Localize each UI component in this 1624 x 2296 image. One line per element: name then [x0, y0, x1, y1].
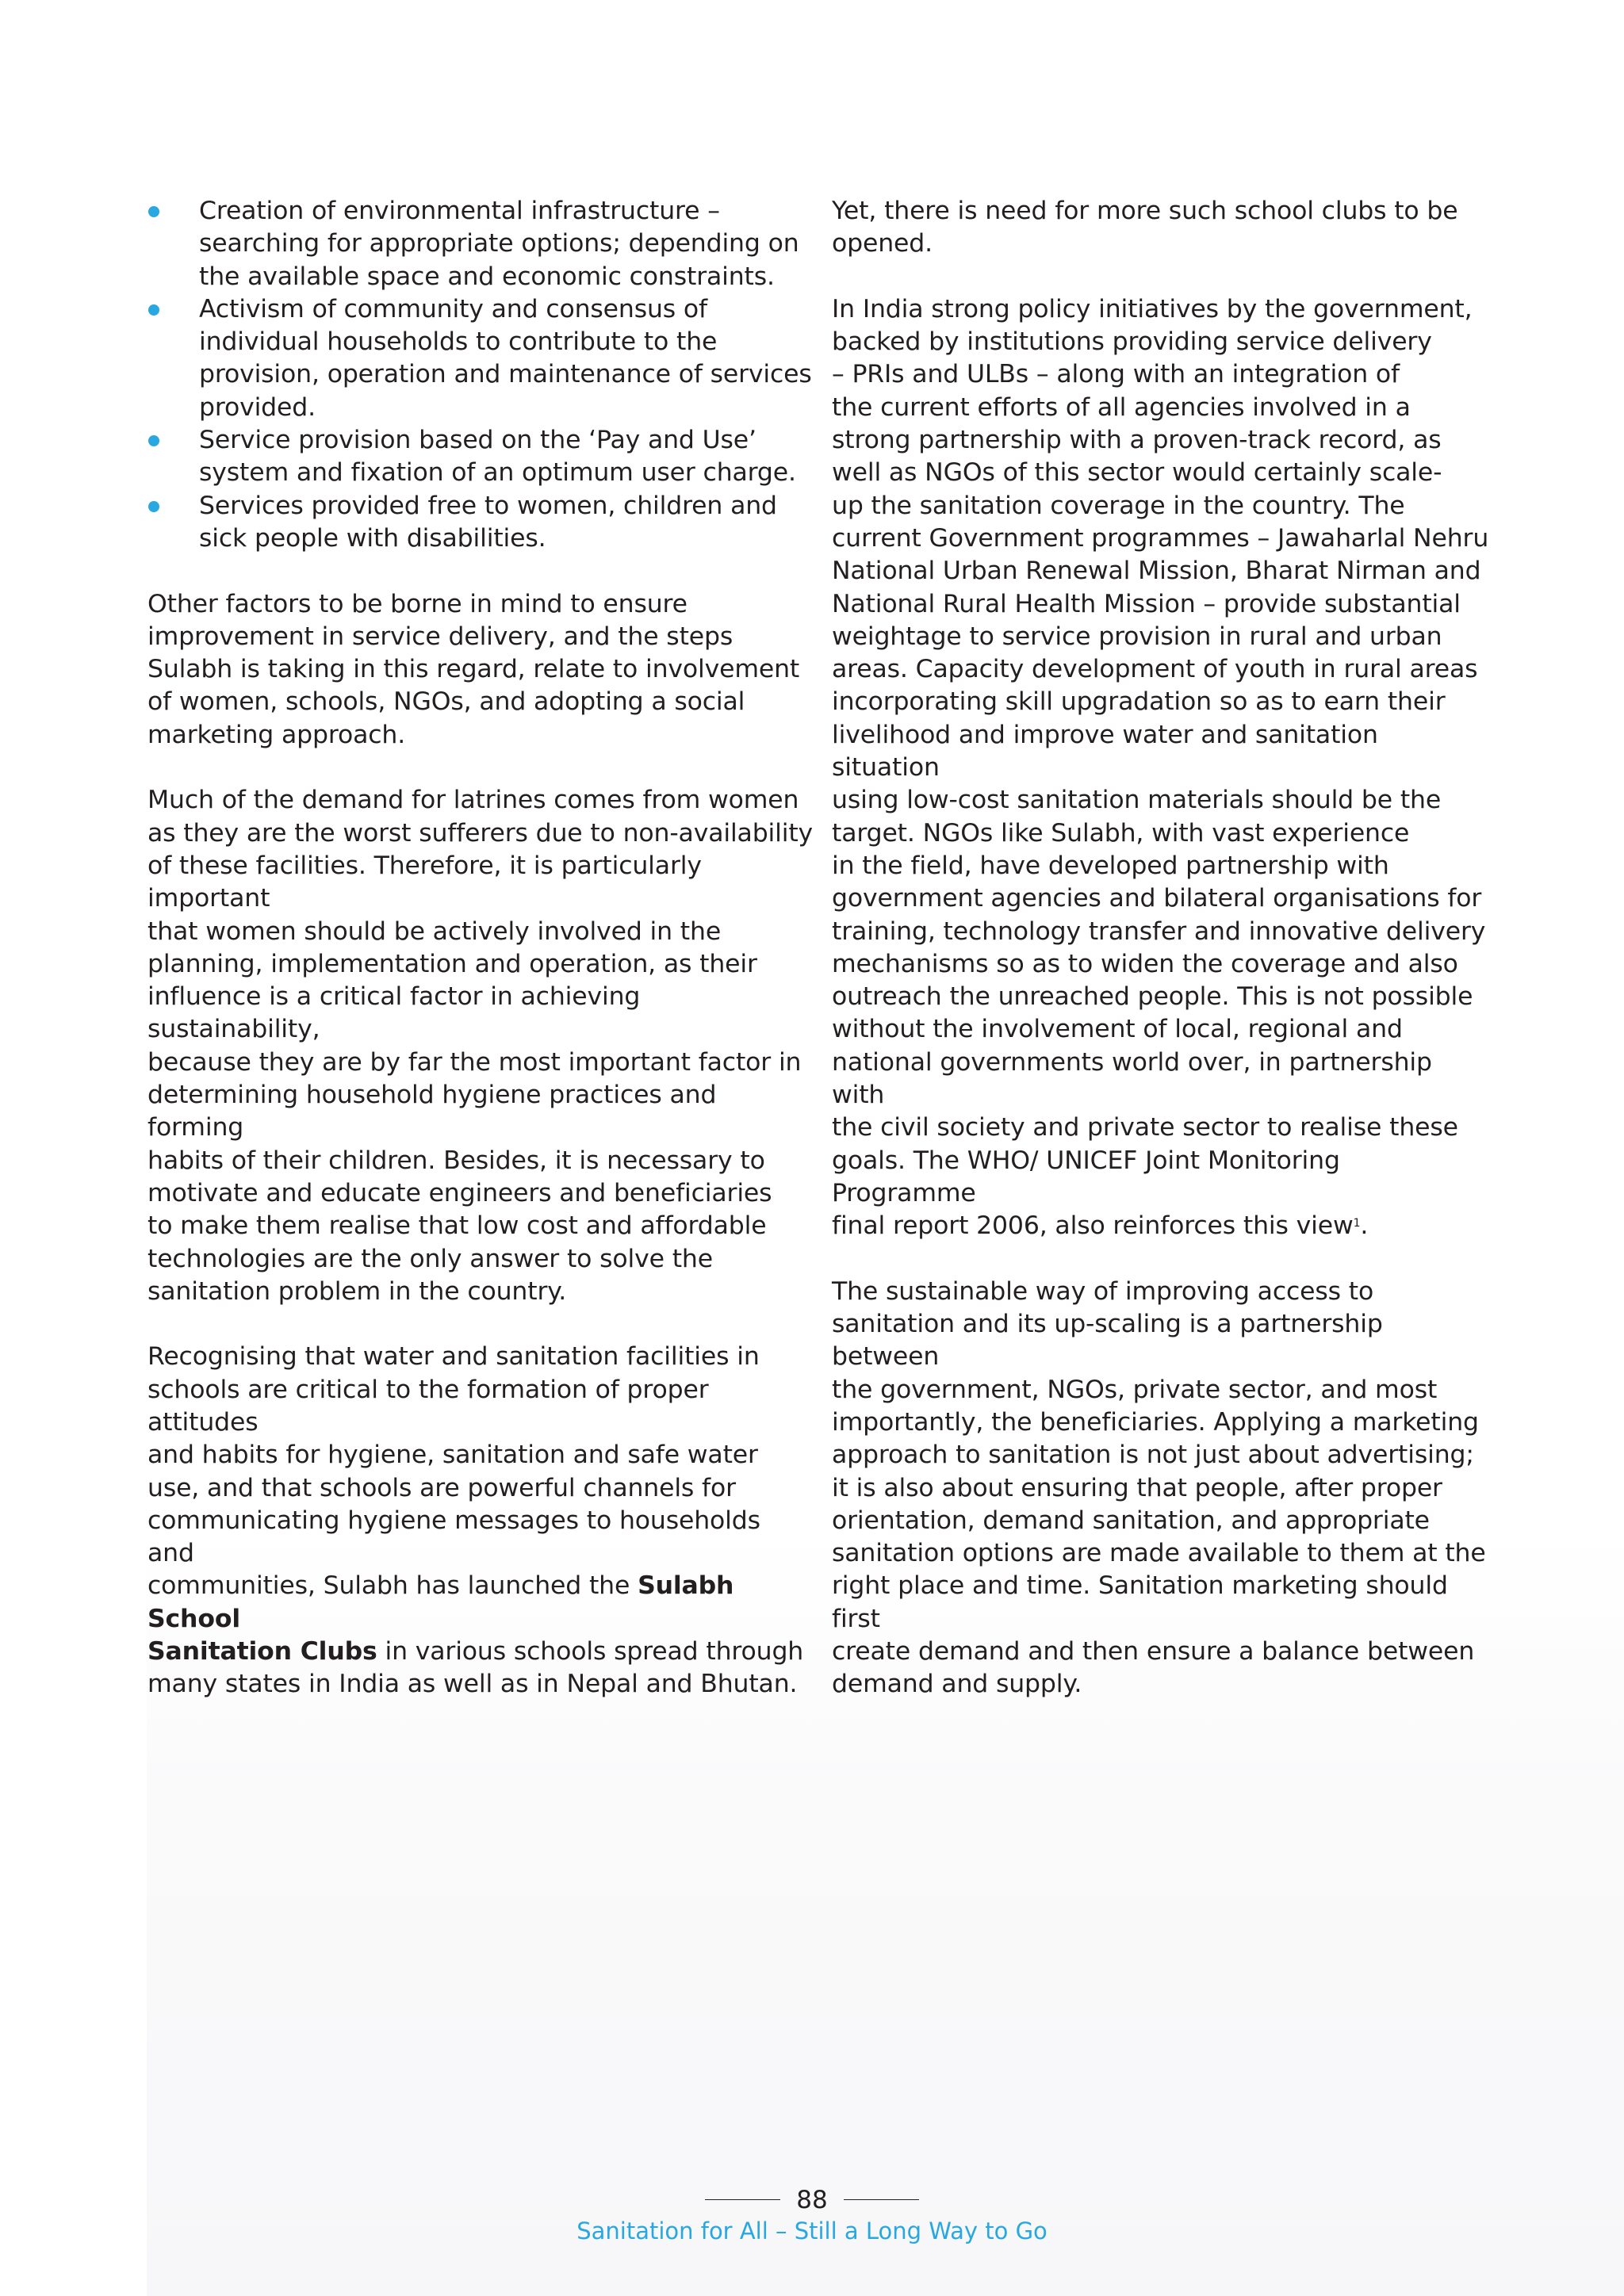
- paragraph-sustainable-way: The sustainable way of improving access to sanitation and its up-scaling is a partnership between the government, NGOs, private sector, and most importantly, the beneficiaries. Applying a marketing approach to sanitation is not just about advertising; it is also about ensuring that people, after proper orientation, demand sanitation, and appropriate sanitation options are made available to them at the right place and time. Sanitation marketing should first create demand and then ensure a balance between demand and supply.: [832, 1276, 1486, 1699]
- bullet-dot-icon: [148, 304, 159, 316]
- bullet-dot-icon: [148, 206, 159, 217]
- paragraph-text: In India strong policy initiatives by the government, backed by institutions providing service delivery – PRIs and ULBs – along with an integration of the current efforts of all agencies involved in a strong partnership with a proven-track record, as well as NGOs of this sector would certainly scale- up the sanitation coverage in the country. The current Government programmes – Jawaharlal Nehru National Urban Renewal Mission, Bharat Nirman and National Rural Health Mission – provide substantial weightage to service provision in rural and urban areas. Capacity development of youth in rural areas incorporating skill upgradation so as to earn their livelihood and improve water and sanitation situation using low-cost sanitation materials should be the target. NGOs like Sulabh, with vast experience in the field, have developed partnership with government agencies and bilateral organisations for training, technology transfer and innovative delivery mechanisms so as to widen the coverage and also outreach the unreached people. This is not possible without the involvement of local, regional and national governments world over, in partnership with the civil society and private sector to realise these goals. The WHO/ UNICEF Joint Monitoring Programme final report 2006, also reinforces this view: [832, 294, 1489, 1241]
- footer-title: Sanitation for All – Still a Long Way to Go: [576, 2218, 1048, 2244]
- paragraph-other-factors: Other factors to be borne in mind to ensure improvement in service delivery, and the steps Sulabh is taking in this regard, relate to involvement of women, schools, NGOs, and adopting a social marketing approach.: [147, 589, 800, 749]
- paragraph-end: .: [1360, 1211, 1369, 1241]
- paragraph-more-clubs: Yet, there is need for more such school clubs to be opened.: [832, 197, 1458, 258]
- page-footer: [0, 2183, 1624, 2244]
- bullet-item: [147, 490, 814, 556]
- footnote-marker[interactable]: 1: [1353, 1217, 1361, 1230]
- bold-clubs-name: Sulabh School Sanitation Clubs: [147, 1571, 734, 1667]
- bullet-item: [147, 293, 814, 424]
- bullet-item: [147, 195, 814, 293]
- bullet-item: [147, 424, 814, 490]
- paragraph-text: in various schools spread through many states in India as well as in Nepal and Bhutan.: [147, 1637, 804, 1699]
- bullet-dot-icon: [148, 435, 159, 446]
- paragraph-school-clubs: [147, 1341, 814, 1701]
- page-number-row: [0, 2183, 1624, 2216]
- paragraph-text: Recognising that water and sanitation facilities in schools are critical to the formation of proper attitudes and habits for hygiene, sanitation and safe water use, and that schools are powerful channels for communicating hygiene messages to households and communities, Sulabh has launched the: [147, 1342, 760, 1601]
- bullet-dot-icon: [148, 501, 159, 512]
- bullet-text: Activism of community and consensus of individual households to contribute to the provision, operation and maintenance of services provided.: [199, 294, 812, 422]
- footer-rule-right: [844, 2199, 919, 2200]
- bullet-text: Services provided free to women, children and sick people with disabilities.: [199, 491, 777, 553]
- page-number: 88: [796, 2185, 828, 2214]
- right-column: [832, 195, 1490, 1734]
- bullet-list: [147, 195, 814, 555]
- paragraph-women-demand: Much of the demand for latrines comes from women as they are the worst sufferers due to non-availability of these facilities. Therefore, it is particularly important that women should be actively involved in the planning, implementation and operation, as their influence is a critical factor in achieving sustainability, because they are by far the most important factor in determining household hygiene practices and forming habits of their children. Besides, it is necessary to motivate and educate engineers and beneficiaries to make them realise that low cost and affordable technologies are the only answer to solve the sanitation problem in the country.: [147, 786, 814, 1306]
- paragraph-policy-initiatives: [832, 293, 1490, 1243]
- bullet-text: Creation of environmental infrastructure – searching for appropriate options; depending on the available space and economic constraints.: [199, 197, 799, 291]
- bullet-text: Service provision based on the ‘Pay and Use’ system and fixation of an optimum user charge.: [199, 426, 796, 488]
- left-column: [147, 195, 814, 1734]
- footer-rule-left: [705, 2199, 780, 2200]
